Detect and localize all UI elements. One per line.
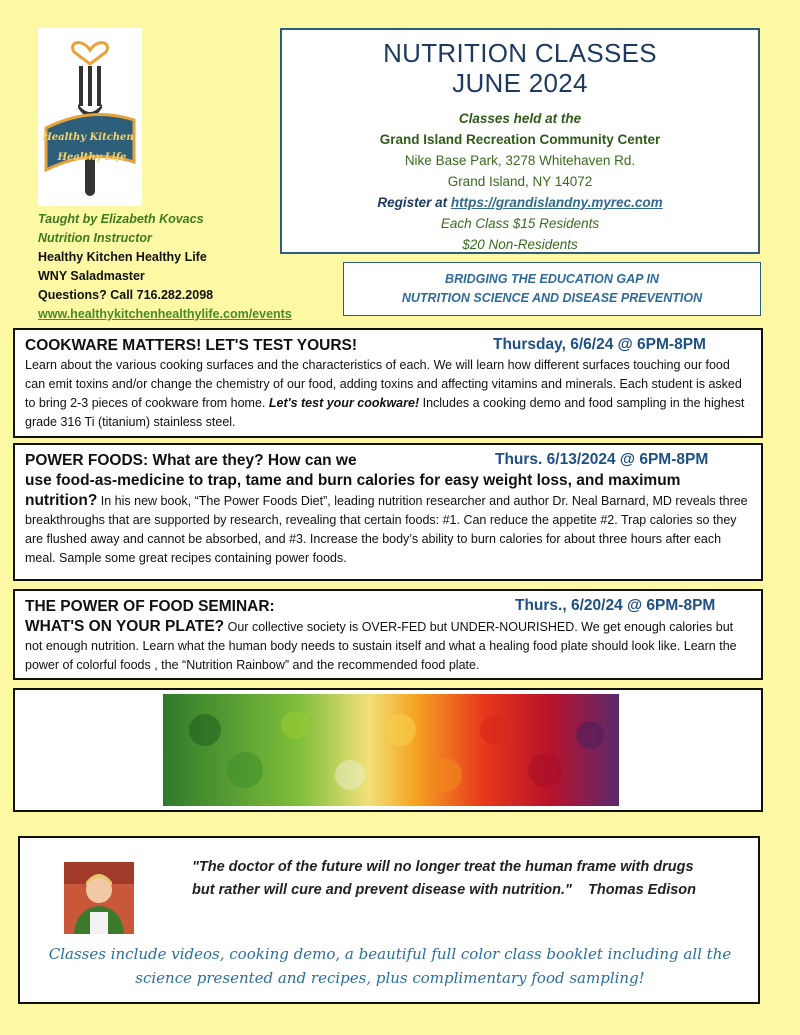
logo-text-2: Healthy Life bbox=[57, 152, 127, 163]
logo bbox=[38, 28, 142, 206]
class-description bbox=[25, 491, 751, 568]
price-residents: Each Class $15 Residents bbox=[440, 216, 600, 231]
class-title-line-2: use food-as-medicine to trap, tame and burn calories for easy weight loss, and maximum bbox=[25, 472, 681, 489]
address-2: Grand Island, NY 14072 bbox=[447, 174, 593, 189]
quote-body: "The doctor of the future will no longer treat the human frame with drugs but rather will cure and prevent disease with nutrition." bbox=[192, 859, 694, 898]
classes-include-note: Classes include videos, cooking demo, a beautiful full color class booklet including all the science presented and recipes, plus complimentary food sampling! bbox=[48, 945, 732, 987]
class-title-line-3: nutrition? bbox=[25, 492, 98, 509]
affiliation: WNY Saladmaster bbox=[38, 269, 145, 283]
taught-by: Taught by Elizabeth Kovacs bbox=[38, 212, 204, 226]
class-title-line-2: WHAT'S ON YOUR PLATE? bbox=[25, 618, 225, 635]
bridge-line-2: NUTRITION SCIENCE AND DISEASE PREVENTION bbox=[401, 291, 703, 305]
title-line-1: NUTRITION CLASSES bbox=[383, 38, 657, 68]
vegetable-image-box bbox=[13, 688, 763, 812]
page-title bbox=[282, 38, 758, 98]
class-box-1 bbox=[13, 328, 763, 438]
quote-box bbox=[18, 836, 760, 1004]
instructor-role: Nutrition Instructor bbox=[38, 231, 152, 245]
held-at: Classes held at the bbox=[458, 111, 582, 126]
title-line-2: JUNE 2024 bbox=[452, 68, 588, 98]
instructor-photo bbox=[64, 862, 134, 934]
class-box-2 bbox=[13, 443, 763, 581]
fork-heart-icon bbox=[38, 28, 142, 206]
class-title: COOKWARE MATTERS! LET'S TEST YOURS! bbox=[25, 337, 358, 354]
desc-text: Our collective society is OVER-FED but UNDER-NOURISHED. We get enough calories but not enough nutrition. Learn what the human body needs to sustain itself and what a healing food plate should look like. Learn the power of colorful foods , the “Nutrition Rainbow” and the recommended food plate. bbox=[25, 620, 737, 672]
class-description bbox=[25, 617, 751, 675]
instructor-info bbox=[38, 210, 338, 324]
desc-tail: Includes a cooking demo and food sampling in the highest grade 316 Ti (titanium) stainless steel. bbox=[25, 396, 745, 429]
header-box bbox=[280, 28, 760, 254]
class-title-line-1: THE POWER OF FOOD SEMINAR: bbox=[25, 598, 275, 615]
class-description bbox=[25, 356, 751, 432]
register-line bbox=[282, 192, 758, 213]
register-link[interactable]: https://grandislandny.myrec.com bbox=[450, 195, 663, 210]
logo-text-1: Healthy Kitchen bbox=[42, 132, 134, 143]
company: Healthy Kitchen Healthy Life bbox=[38, 250, 207, 264]
class-title-line-1: POWER FOODS: What are they? How can we bbox=[25, 452, 357, 469]
bridge-box bbox=[343, 262, 761, 316]
desc-main: Learn about the various cooking surfaces and the characteristics of each. We will learn how different surfaces touching our food can emit toxins and/or change the chemistry of our food, adding toxins and affecting vitamins and minerals. Each student is asked to bring 2-3 pieces of cookware from home. bbox=[25, 358, 742, 410]
quote-text bbox=[192, 856, 712, 902]
class-box-3 bbox=[13, 589, 763, 680]
price-nonresidents: $20 Non-Residents bbox=[462, 237, 578, 252]
bridge-line-1: BRIDGING THE EDUCATION GAP IN bbox=[445, 272, 659, 286]
website-link[interactable]: www.healthykitchenhealthylife.com/events bbox=[38, 307, 292, 321]
vegetable-rainbow-image bbox=[15, 690, 761, 810]
quote-author: Thomas Edison bbox=[588, 882, 697, 898]
register-label: Register at bbox=[377, 195, 448, 210]
desc-emphasis: Let's test your cookware! bbox=[268, 396, 420, 410]
venue: Grand Island Recreation Community Center bbox=[379, 132, 661, 147]
class-date: Thurs. 6/13/2024 @ 6PM-8PM bbox=[495, 451, 709, 468]
questions-phone: Questions? Call 716.282.2098 bbox=[38, 288, 214, 302]
class-date: Thurs., 6/20/24 @ 6PM-8PM bbox=[515, 597, 716, 614]
desc-text: In his new book, “The Power Foods Diet”, leading nutrition researcher and author Dr. Neal Barnard, MD reveals three breakthroughs that are supported by research, revealing that certain foods: #1. Can reduce the appetite #2. Trap calories so they are flushed away and cannot be absorbed, and #3. Increase the body’s ability to burn calories for about three hours after each meal. Sample some great recipes containing power foods. bbox=[25, 494, 748, 565]
address-1: Nike Base Park, 3278 Whitehaven Rd. bbox=[404, 153, 636, 168]
class-date: Thursday, 6/6/24 @ 6PM-8PM bbox=[493, 336, 706, 353]
